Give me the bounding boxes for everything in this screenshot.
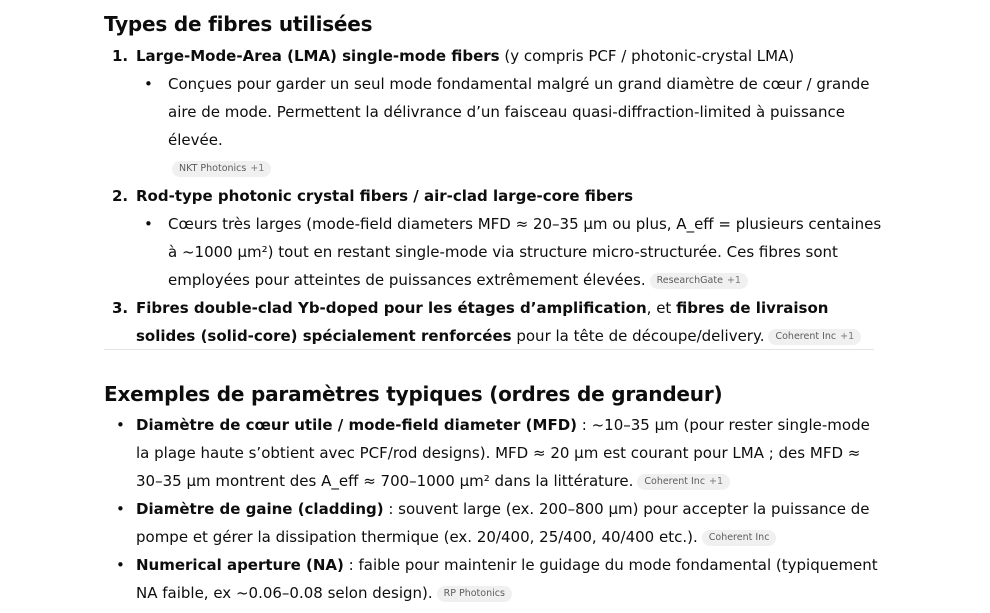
- citation-source: Coherent Inc: [708, 532, 770, 543]
- citation-source: ResearchGate: [656, 275, 723, 286]
- item-text: pour la tête de découpe/delivery.: [511, 327, 765, 345]
- sub-item-text: Conçues pour garder un seul mode fondamental malgré un grand diamètre de cœur / grande aire de mode. Permettent la délivrance d’un faisceau quasi-diffraction-limited à puissance élevée.: [168, 75, 870, 149]
- list-item: [104, 495, 884, 551]
- section-heading-examples: Exemples de paramètres typiques (ordres de grandeur): [104, 382, 723, 406]
- section-divider: [104, 349, 874, 350]
- item-text: : souvent large (ex. 200–800 µm) pour accepter la puissance de pompe et gérer la dissipation thermique (ex. 20/400, 25/400, 40/400 etc.).: [136, 500, 870, 546]
- bullet-icon: •: [144, 215, 153, 233]
- bullet-icon: •: [116, 416, 125, 434]
- list-number: 1.: [112, 47, 129, 65]
- sub-item-text: Cœurs très larges (mode-field diameters MFD ≈ 20–35 µm ou plus, A_eff = plusieurs centaines à ~1000 µm²) tout en restant single-mode via structure micro-structurée. Ces fibres sont employées pour atteintes de puissances extrêmement élevées.: [168, 215, 882, 289]
- item-title: Rod-type photonic crystal fibers / air-clad large-core fibers: [136, 187, 634, 205]
- item-title-secondary: fibres de livraison solides (solid-core) spécialement renforcées: [136, 299, 829, 345]
- list-item: [104, 42, 884, 182]
- list-item: [104, 182, 884, 294]
- item-title: Diamètre de gaine (cladding): [136, 500, 384, 518]
- item-title: Numerical aperture (NA): [136, 556, 344, 574]
- citation-more-count: +1: [709, 476, 724, 487]
- list-number: 2.: [112, 187, 129, 205]
- section-heading-types: Types de fibres utilisées: [104, 12, 373, 36]
- citation-chip-coherent[interactable]: [768, 329, 861, 345]
- bullet-list-parameters: [104, 411, 884, 607]
- citation-source: RP Photonics: [443, 588, 505, 599]
- citation-more-count: +1: [726, 275, 741, 286]
- item-title: Fibres double-clad Yb-doped pour les étages d’amplification: [136, 299, 647, 317]
- ordered-list-fiber-types: [104, 42, 884, 350]
- list-item: [104, 551, 884, 607]
- sub-list-item: [136, 70, 884, 182]
- citation-chip-researchgate[interactable]: [650, 273, 748, 289]
- item-title: Diamètre de cœur utile / mode-field diameter (MFD): [136, 416, 578, 434]
- list-item: [104, 411, 884, 495]
- citation-source: Coherent Inc: [775, 331, 837, 342]
- sub-list-item: [136, 210, 884, 294]
- citation-more-count: +1: [250, 163, 265, 174]
- item-text: : ~10–35 µm (pour rester single-mode la plage haute s’obtient avec PCF/rod designs). MFD ≈ 20 µm est courant pour LMA ; des MFD ≈ 30–35 µm montrent des A_eff ≈ 700–1000 µm² dans la littérature.: [136, 416, 870, 490]
- bullet-icon: •: [116, 500, 125, 518]
- citation-more-count: +1: [840, 331, 855, 342]
- bullet-icon: •: [144, 75, 153, 93]
- item-title: Large-Mode-Area (LMA) single-mode fibers: [136, 47, 500, 65]
- list-number: 3.: [112, 299, 129, 317]
- citation-chip-nkt-photonics[interactable]: [172, 161, 271, 177]
- citation-source: NKT Photonics: [179, 163, 247, 174]
- citation-chip-coherent[interactable]: [702, 530, 777, 546]
- bullet-icon: •: [116, 556, 125, 574]
- citation-chip-rp-photonics[interactable]: [437, 586, 512, 602]
- item-text: (y compris PCF / photonic-crystal LMA): [499, 47, 795, 65]
- citation-chip-coherent[interactable]: [637, 474, 730, 490]
- item-text: : faible pour maintenir le guidage du mode fondamental (typiquement NA faible, ex ~0.06–0.08 selon design).: [136, 556, 878, 602]
- citation-source: Coherent Inc: [644, 476, 706, 487]
- item-text: , et: [646, 299, 677, 317]
- list-item: [104, 294, 884, 350]
